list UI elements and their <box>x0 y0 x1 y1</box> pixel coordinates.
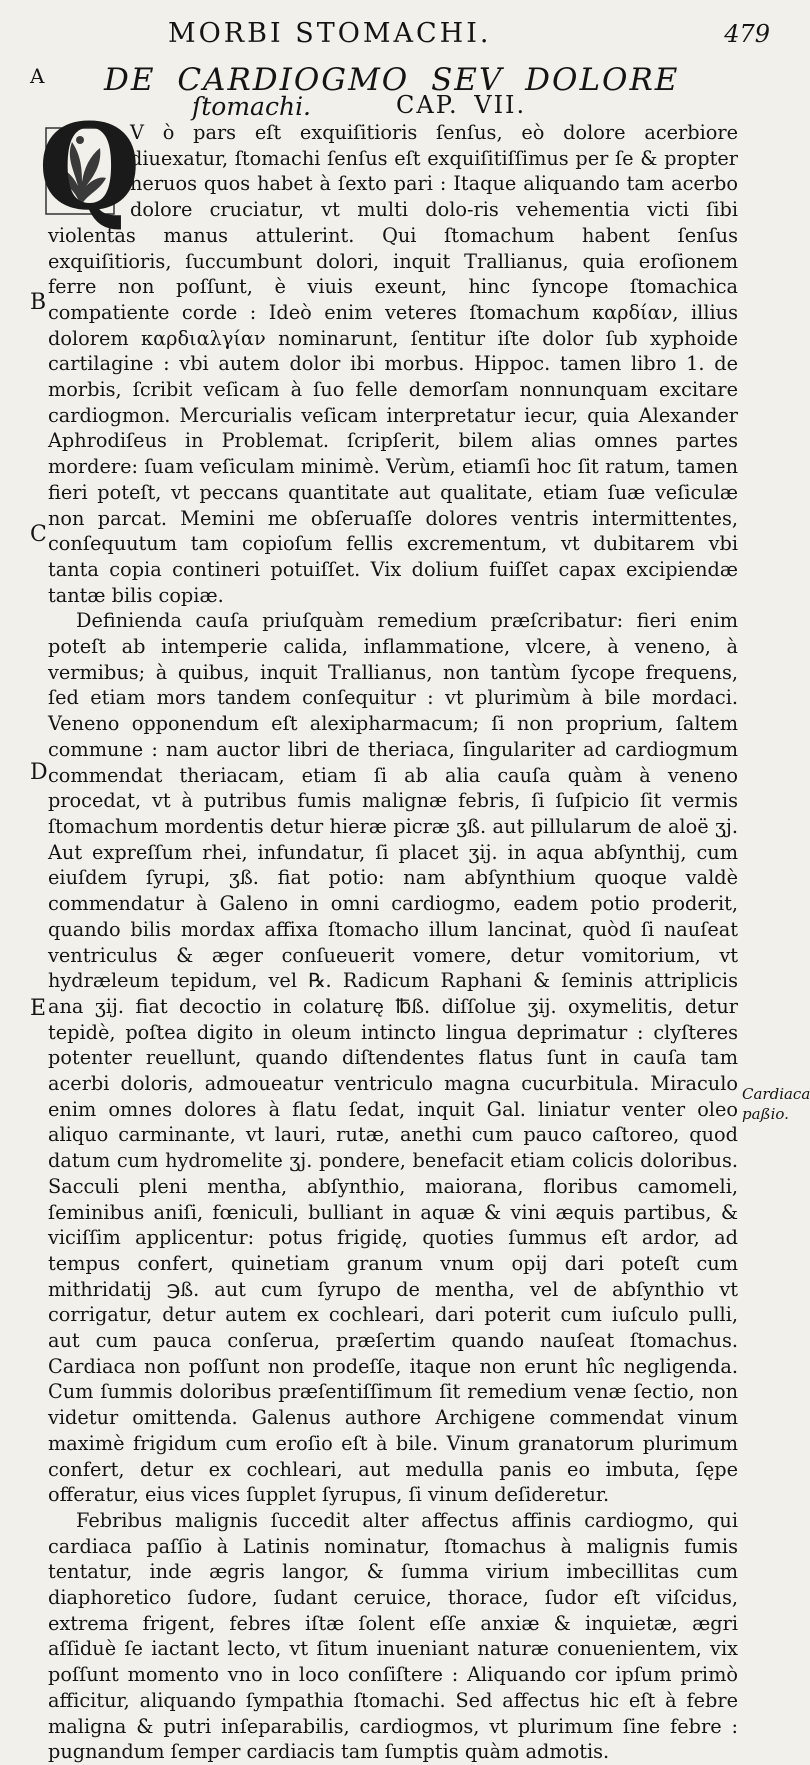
margin-letter-b: B <box>30 290 47 315</box>
running-title: MORBI STOMACHI. <box>168 18 492 49</box>
chapter-subtitle: ſtomachi. <box>192 92 312 121</box>
margin-note: Cardiaca paßio. <box>742 1085 810 1123</box>
dropcap-letter: Q <box>38 97 141 236</box>
chapter-number: CAP. VII. <box>396 91 527 119</box>
paragraph: Definienda cauſa priuſquàm remedium præſcribatur: fieri enim poteſt ab intemperie calida, inflammatione, vlcere, à veneno, à vermibus; à quibus, inquit Trallianus, non tantùm ſycope frequens, ſed etiam mors tandem conſequitur : vt plurimùm à bile mordaci. Veneno opponendum eſt alexipharmacum; ſi non proprium, ſaltem commune : nam auctor libri de theriaca, ſingulariter ad cardiogmum commendat theriacam, etiam ſi ab alia cauſa quàm à veneno procedat, vt à putribus fumis malignæ febris, ſi ſuſpicio ſit vermis ſtomachum mordentis detur hieræ picræ ʒß. aut pillularum de aloë ʒj. Aut expreſſum rhei, infundatur, ſi placet ʒij. in aqua abſynthij, cum eiuſdem ſyrupi, ʒß. fiat potio: nam abſynthium quoque valdè commendatur à Galeno in omni cardiogmo, eadem potio proderit, quando bilis mordax affixa ſtomacho illum lancinat, quòd ſi nauſeat ventriculus & æger conſueuerit vomere, detur vomitorium, vt hydræleum tepidum, vel ℞. Radicum Raphani & ſeminis attriplicis ana ʒij. fiat decoctio in colaturę ℔ß. diſſolue ʒij. oxymelitis, detur tepidè, poſtea digito in oleum intincto lingua deprimatur : clyſteres potenter reuellunt, quando diſtendentes flatus ſunt in cauſa tam acerbi doloris, admoueatur ventriculo magna cucurbitula. Miraculo enim omnes dolores à flatu ſedat, inquit Gal. liniatur venter oleo aliquo carminante, vt lauri, rutæ, anethi cum pauco caſtoreo, quod datum cum hydromelite ʒj. pondere, benefacit etiam colicis doloribus. Sacculi pleni mentha, abſynthio, maiorana, floribus camomeli, ſeminibus aniſi, fœniculi, bulliant in aquæ & vini æquis partibus, & viciſſim applicentur: potus frigidę, quoties ſummus eſt ardor, ad tempus confert, quinetiam granum vnum opij dari poteſt cum mithridatij ℈ß. aut cum ſyrupo de mentha, vel de abſynthio vt corrigatur, detur autem ex cochleari, dari poterit cum iuſculo pulli, aut cum pauca conſerua, præſertim quando nauſeat ſtomachus. Cardiaca non poſſunt non prodeſſe, itaque non erunt hîc negligenda. Cum ſummis doloribus præſentiſſimum ſit remedium venæ ſectio, non videtur omittenda. Galenus authore Archigene commendat vinum maximè frigidum cum eroſio eſt à bile. Vinum granatorum plurimum confert, detur ex cochleari, aut medulla panis eo imbuta, ſępe offeratur, eius vices ſupplet ſyrupus, ſi vinum deſideretur. <box>48 609 738 1507</box>
margin-letter-a: A <box>30 64 45 88</box>
margin-letter-c: C <box>30 522 47 547</box>
running-head <box>0 14 800 54</box>
chapter-title: DE CARDIOGMO SEV DOLORE <box>104 62 680 98</box>
page-number: 479 <box>724 20 770 48</box>
dropcap-ornament <box>38 97 141 236</box>
margin-letter-d: D <box>30 760 48 785</box>
paragraph-text: V ò pars eſt exquiſitioris ſenſus, eò dolore acerbiore diuexatur, ſtomachi ſenſus eſt exquiſitiſſimus per ſe & propter neruos quos habet à ſexto pari : Itaque aliquando tam acerbo dolore cruciatur, vt multi dolo-ris vehementia victi ſibi violentas manus attulerint. Qui ſtomachum habent ſenſus exquiſitioris, ſuccumbunt dolori, inquit Trallianus, quia eroſionem ferre non poſſunt, è viuis exeunt, hinc ſyncope ſtomachica compatiente corde : Ideò enim veteres ſtomachum καρδίαν, illius dolorem καρδιαλγίαν nominarunt, ſentitur iſte dolor ſub xyphoide cartilagine : vbi autem dolor ibi morbus. Hippoc. tamen libro 1. de morbis, ſcribit veſicam à ſuo felle demorſam nonnunquam excitare cardiogmon. Mercurialis veſicam interpretatur iecur, quia Alexander Aphrodiſeus in Problemat. ſcripſerit, bilem alias omnes partes mordere: ſuam veſiculam minimè. Verùm, etiamſi hoc ſit ratum, tamen fieri poteſt, vt peccans quantitate aut qualitate, etiam ſuæ veſiculæ non parcat. Memini me obſeruaſſe dolores ventris intermittentes, conſequutum tam copioſum fellis excrementum, vt dubitarem vbi tanta copia contineri potuiſſet. Vix dolium fuiſſet capax excipiendæ tantæ bilis copiæ. <box>48 121 738 607</box>
margin-letter-e: E <box>30 996 47 1021</box>
paragraph: Febribus malignis ſuccedit alter affectus affinis cardiogmo, qui cardiaca paſſio à Latinis nominatur, ſtomachus à malignis fumis tentatur, inde ægris langor, & ſumma virium imbecillitas cum diaphoretico ſudore, ſudant ceruice, thorace, ſudor eſt viſcidus, extrema frigent, febres iſtæ ſolent eſſe anxiæ & inquietæ, ægri aſſiduè ſe iactant lecto, vt ſitum inueniant naturæ conuenientem, vix poſſunt momento vno in loco conſiſtere : Aliquando cor ipſum primò afficitur, aliquando ſympathia ſtomachi. Sed affectus hic eſt à febre maligna & putri inſeparabilis, cardiogmos, vt plurimum ſine febre : pugnandum ſemper cardiacis tam ſumptis quàm admotis. <box>48 1508 738 1764</box>
